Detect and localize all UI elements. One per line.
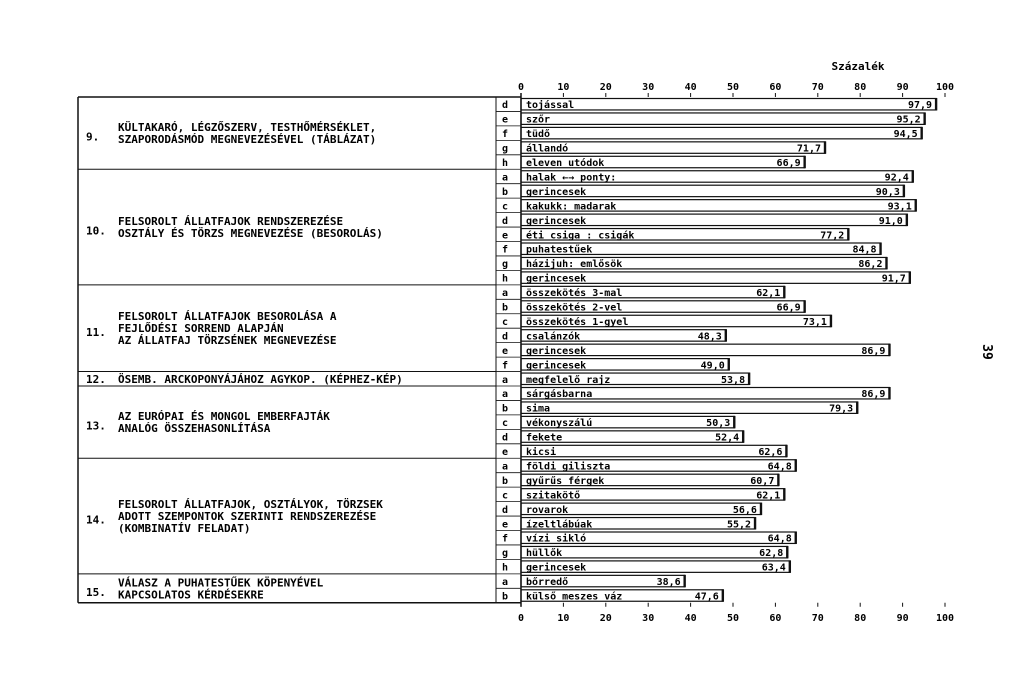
item-letter: d — [501, 432, 509, 444]
question-text: AZ ÁLLATFAJ TÖRZSÉNEK MEGNEVEZÉSE — [118, 334, 337, 348]
item-letter: f — [501, 360, 509, 372]
bar-category-label: földi giliszta — [526, 461, 611, 473]
bar-value-label: 86,2 — [858, 259, 883, 271]
bar-category-label: külső meszes váz — [526, 591, 623, 603]
bar-category-label: puhatestűek — [526, 244, 593, 256]
item-letter: h — [501, 562, 509, 574]
tick-label-bottom: 30 — [642, 612, 655, 624]
bar-value-label: 79,3 — [829, 403, 854, 415]
bar — [521, 127, 922, 141]
tick-label-bottom: 60 — [769, 612, 782, 624]
bar-value-label: 50,3 — [706, 418, 731, 430]
item-letter: c — [501, 201, 509, 213]
bar-value-label: 38,6 — [656, 577, 681, 589]
question-text: VÁLASZ A PUHATESTŰEK KÖPENYÉVEL — [118, 576, 324, 590]
item-letter: d — [501, 504, 509, 516]
bar-category-label: tüdő — [526, 129, 551, 141]
question-number: 9. — [86, 130, 100, 144]
item-letter: h — [501, 158, 509, 170]
item-letter: a — [501, 577, 509, 589]
bar-value-label: 66,9 — [776, 302, 801, 314]
bar-category-label: gerincesek — [526, 273, 587, 285]
bar-category-label: összekötés 1-gyel — [526, 316, 629, 328]
bar-category-label: gyűrűs férgek — [526, 475, 605, 487]
item-letter: f — [501, 533, 509, 545]
bar-category-label: szőr — [526, 114, 551, 126]
bar-value-label: 53,8 — [721, 374, 746, 386]
bar-value-label: 71,7 — [796, 143, 822, 155]
bar-value-label: 92,4 — [884, 172, 909, 184]
tick-label-bottom: 0 — [517, 612, 525, 624]
tick-label-bottom: 80 — [854, 612, 867, 624]
item-letter: g — [501, 143, 509, 155]
question-text: ADOTT SZEMPONTOK SZERINTI RENDSZEREZÉSE — [118, 510, 377, 524]
bar-category-label: szitakötő — [526, 490, 581, 502]
item-letter: d — [501, 100, 509, 112]
item-letter: b — [501, 591, 509, 603]
question-number: 12. — [86, 372, 106, 386]
bar — [521, 99, 936, 110]
item-letter: a — [501, 461, 509, 473]
item-letter: b — [501, 302, 509, 314]
item-letter: e — [501, 114, 509, 126]
bar-category-label: bőrredő — [526, 577, 569, 589]
question-number: 10. — [86, 224, 106, 238]
tick-label-top: 100 — [935, 82, 955, 93]
tick-label-top: 0 — [517, 82, 525, 93]
bar-value-label: 93,1 — [887, 201, 912, 213]
bar-category-label: éti csiga : csigák — [526, 230, 635, 242]
bar-value-label: 56,6 — [732, 504, 757, 516]
bar — [521, 113, 925, 124]
axis-title: Százalék — [831, 60, 885, 73]
bar-category-label: tojással — [526, 100, 575, 112]
bar-value-label: 91,7 — [881, 273, 906, 285]
bar-category-label: kicsi — [526, 447, 557, 459]
tick-label-top: 90 — [896, 82, 909, 93]
item-letter: g — [501, 548, 509, 560]
bar-category-label: gerincesek — [526, 215, 587, 227]
bar-category-label: eleven utódok — [526, 158, 605, 170]
bar-value-label: 62,6 — [758, 447, 783, 459]
question-text: FELSOROLT ÁLLATFAJOK BESOROLÁSA A — [118, 310, 337, 324]
bar-category-label: csalánzók — [526, 331, 581, 343]
bar-value-label: 52,4 — [715, 432, 740, 444]
bar-category-label: hüllők — [526, 548, 563, 560]
item-letter: a — [501, 288, 509, 300]
bar-category-label: összekötés 3-mal — [526, 288, 623, 300]
bar-value-label: 73,1 — [802, 316, 827, 328]
item-letter: h — [501, 273, 509, 285]
item-letter: g — [501, 259, 509, 271]
question-text: ANALÓG ÖSSZEHASONLÍTÁSA — [118, 422, 271, 436]
item-letter: a — [501, 172, 509, 184]
item-letter: c — [501, 316, 509, 328]
bar-category-label: sima — [526, 403, 551, 415]
tick-label-top: 60 — [769, 82, 782, 93]
question-text: KAPCSOLATOS KÉRDÉSEKRE — [118, 588, 264, 602]
question-text: OSZTÁLY ÉS TÖRZS MEGNEVEZÉSE (BESOROLÁS) — [118, 227, 383, 241]
bar-category-label: ízeltlábúak — [526, 519, 593, 531]
tick-label-top: 30 — [642, 82, 655, 93]
question-number: 13. — [86, 419, 106, 433]
question-number: 15. — [86, 585, 106, 599]
bar-value-label: 94,5 — [893, 129, 918, 141]
bar-value-label: 95,2 — [896, 114, 921, 126]
item-letter: e — [501, 230, 509, 242]
question-text: FELSOROLT ÁLLATFAJOK, OSZTÁLYOK, TÖRZSEK — [118, 498, 383, 512]
bar-category-label: rovarok — [526, 504, 569, 516]
item-letter: d — [501, 331, 509, 343]
tick-label-bottom: 90 — [896, 612, 909, 624]
tick-label-bottom: 20 — [599, 612, 612, 624]
question-number: 14. — [86, 513, 106, 527]
bar-category-label: gerincesek — [526, 186, 587, 198]
bar-value-label: 86,9 — [861, 389, 886, 401]
item-letter: f — [501, 244, 509, 256]
question-text: AZ EURÓPAI ÉS MONGOL EMBERFAJTÁK — [118, 410, 330, 424]
tick-label-bottom: 40 — [684, 612, 697, 624]
bar-category-label: kakukk: madarak — [526, 201, 617, 213]
bar-category-label: összekötés 2-vel — [526, 302, 623, 314]
item-letter: b — [501, 186, 509, 198]
tick-label-bottom: 50 — [726, 612, 740, 624]
bar-value-label: 84,8 — [852, 244, 877, 256]
bar-value-label: 77,2 — [820, 230, 845, 242]
bar-value-label: 97,9 — [908, 100, 933, 112]
tick-label-top: 50 — [726, 82, 740, 93]
bar-value-label: 62,8 — [759, 548, 784, 560]
item-letter: a — [501, 374, 509, 386]
item-letter: a — [501, 389, 509, 401]
bar-value-label: 48,3 — [697, 331, 722, 343]
bar-category-label: vízi sikló — [526, 533, 587, 545]
question-number: 11. — [86, 325, 106, 339]
question-text: (KOMBINATÍV FELADAT) — [118, 522, 251, 536]
bar-category-label: gerincesek — [526, 562, 587, 574]
item-letter: e — [501, 447, 509, 459]
item-letter: d — [501, 215, 509, 227]
bar-category-label: gerincesek — [526, 345, 587, 357]
item-letter: e — [501, 519, 509, 531]
tick-label-bottom: 70 — [811, 612, 824, 624]
item-letter: c — [501, 490, 509, 502]
bar — [521, 445, 786, 459]
bar-category-label: gerincesek — [526, 360, 587, 372]
bar-value-label: 62,1 — [756, 288, 781, 300]
bar-value-label: 64,8 — [767, 533, 792, 545]
bar-value-label: 64,8 — [767, 461, 792, 473]
tick-label-top: 20 — [599, 82, 612, 93]
tick-label-top: 40 — [684, 82, 697, 93]
question-text: FELSOROLT ÁLLATFAJOK RENDSZEREZÉSE — [118, 215, 344, 229]
tick-label-top: 10 — [557, 82, 570, 93]
question-text: KÜLTAKARÓ, LÉGZŐSZERV, TESTHŐMÉRSÉKLET, — [118, 121, 377, 135]
bar-value-label: 91,0 — [878, 215, 903, 227]
page-number: 39 — [979, 344, 994, 360]
bar — [521, 402, 857, 413]
question-text: ÖSEMB. ARCKOPONYÁJÁHOZ AGYKOP. (KÉPHEZ-KÉP) — [118, 372, 403, 386]
bar-category-label: sárgásbarna — [526, 389, 593, 401]
item-letter: c — [501, 418, 509, 430]
bar-category-label: házijuh: emlősök — [526, 259, 623, 271]
question-text: FEJLŐDÉSI SORREND ALAPJÁN — [118, 322, 284, 336]
bar-value-label: 60,7 — [750, 475, 775, 487]
bar-value-label: 47,6 — [694, 591, 719, 603]
bar-category-label: fekete — [526, 432, 563, 444]
item-letter: b — [501, 403, 509, 415]
tick-label-bottom: 100 — [935, 612, 955, 624]
bar-category-label: halak ←→ ponty: — [526, 172, 617, 184]
item-letter: b — [501, 475, 509, 487]
item-letter: f — [501, 129, 509, 141]
bar-value-label: 62,1 — [756, 490, 781, 502]
question-text: SZAPORODÁSMÓD MEGNEVEZÉSÉVEL (TÁBLÁZAT) — [118, 133, 377, 147]
bar-value-label: 49,0 — [700, 360, 725, 372]
bar-category-label: állandó — [526, 143, 569, 155]
bar-value-label: 90,3 — [875, 186, 900, 198]
tick-label-top: 80 — [854, 82, 867, 93]
bar-value-label: 66,9 — [776, 158, 801, 170]
bar-category-label: megfelelő rajz — [526, 374, 611, 386]
bar-value-label: 86,9 — [861, 345, 886, 357]
tick-label-bottom: 10 — [557, 612, 570, 624]
bar-value-label: 63,4 — [761, 562, 786, 574]
tick-label-top: 70 — [811, 82, 824, 93]
item-letter: e — [501, 345, 509, 357]
bar-category-label: vékonyszálú — [526, 418, 593, 430]
bar-value-label: 55,2 — [726, 519, 752, 531]
